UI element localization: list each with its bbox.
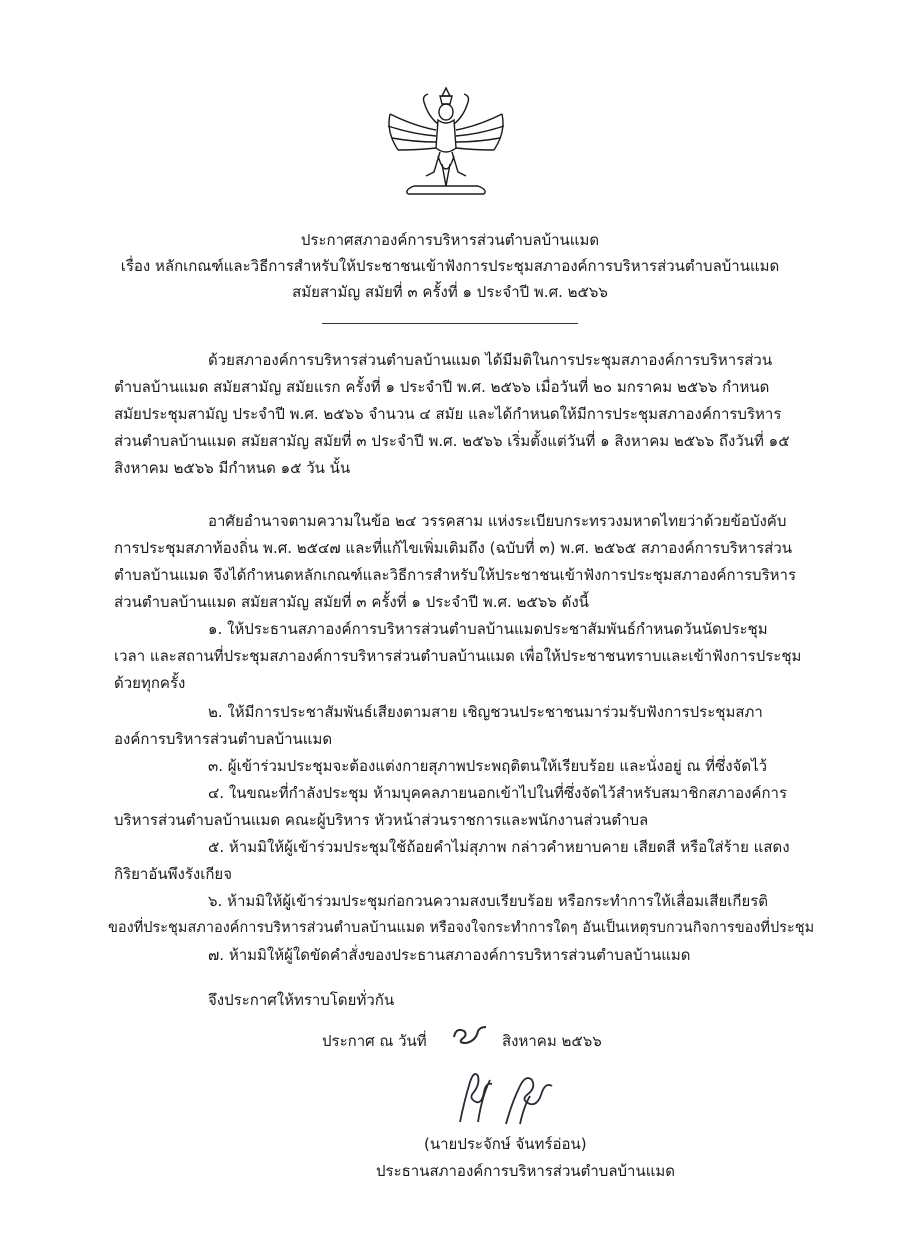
signature-icon	[420, 1062, 600, 1132]
rule-item-1: ด้วยทุกครั้ง	[114, 674, 186, 692]
para2-line: อาศัยอำนาจตามความในข้อ ๒๔ วรรคสาม แห่งระเบียบกระทรวงมหาดไทยว่าด้วยข้อบังคับ	[208, 512, 787, 530]
rule-item-6: ๖. ห้ามมิให้ผู้เข้าร่วมประชุมก่อกวนความสงบเรียบร้อย หรือกระทำการให้เสื่อมเสียเกียรติ	[208, 892, 769, 910]
rule-item-4: ๔. ในขณะที่กำลังประชุม ห้ามบุคคลภายนอกเข้าไปในที่ซึ่งจัดไว้สำหรับสมาชิกสภาองค์การ	[208, 784, 788, 802]
rule-item-2: องค์การบริหารส่วนตำบลบ้านแมด	[114, 730, 333, 748]
announcement-subject: เรื่อง หลักเกณฑ์และวิธีการสำหรับให้ประชาชนเข้าฟังการประชุมสภาองค์การบริหารส่วนตำบลบ้านแมด	[120, 257, 780, 275]
closing-statement: จึงประกาศให้ทราบโดยทั่วกัน	[208, 991, 395, 1009]
rule-item-2: ๒. ให้มีการประชาสัมพันธ์เสียงตามสาย เชิญชวนประชาชนมาร่วมรับฟังการประชุมสภา	[208, 703, 763, 721]
announcement-org-title: ประกาศสภาองค์การบริหารส่วนตำบลบ้านแมด	[300, 231, 600, 249]
announcement-session: สมัยสามัญ สมัยที่ ๓ ครั้งที่ ๑ ประจำปี พ.ศ. ๒๕๖๖	[292, 283, 608, 301]
rule-item-7: ๗. ห้ามมิให้ผู้ใดขัดคำสั่งของประธานสภาองค์การบริหารส่วนตำบลบ้านแมด	[208, 946, 691, 964]
rule-item-1: เวลา และสถานที่ประชุมสภาองค์การบริหารส่วนตำบลบ้านแมด เพื่อให้ประชาชนทราบและเข้าฟังการประชุม	[114, 647, 802, 665]
para2-line: ส่วนตำบลบ้านแมด สมัยสามัญ สมัยที่ ๓ ครั้งที่ ๑ ประจำปี พ.ศ. ๒๕๖๖ ดังนี้	[114, 593, 589, 611]
header-divider	[322, 323, 578, 324]
para1-line: ด้วยสภาองค์การบริหารส่วนตำบลบ้านแมด ได้มีมติในการประชุมสภาองค์การบริหารส่วน	[208, 351, 773, 369]
para2-line: การประชุมสภาท้องถิ่น พ.ศ. ๒๕๔๗ และที่แก้ไขเพิ่มเติมถึง (ฉบับที่ ๓) พ.ศ. ๒๕๖๕ สภาองค์การบริหารส่วน	[114, 539, 793, 557]
para1-line: ตำบลบ้านแมด สมัยสามัญ สมัยแรก ครั้งที่ ๑ ประจำปี พ.ศ. ๒๕๖๖ เมื่อวันที่ ๒๐ มกราคม ๒๕๖๖ กำหนด	[114, 378, 770, 396]
para2-line: ตำบลบ้านแมด จึงได้กำหนดหลักเกณฑ์และวิธีการสำหรับให้ประชาชนเข้าฟังการประชุมสภาองค์การบริหาร	[114, 566, 797, 584]
rule-item-6: ของที่ประชุมสภาองค์การบริหารส่วนตำบลบ้านแมด หรือจงใจกระทำการใดๆ อันเป็นเหตุรบกวนกิจการของที่ประชุม	[108, 920, 815, 936]
rule-item-4: บริหารส่วนตำบลบ้านแมด คณะผู้บริหาร หัวหน้าส่วนราชการและพนักงานส่วนตำบล	[114, 811, 649, 829]
rule-item-3: ๓. ผู้เข้าร่วมประชุมจะต้องแต่งกายสุภาพประพฤติตนให้เรียบร้อย และนั่งอยู่ ณ ที่ซึ่งจัดไว้	[208, 757, 768, 775]
para1-line: สมัยประชุมสามัญ ประจำปี พ.ศ. ๒๕๖๖ จำนวน ๔ สมัย และได้กำหนดให้มีการประชุมสภาองค์การบริหาร	[114, 405, 782, 423]
para1-line: สิงหาคม ๒๕๖๖ มีกำหนด ๑๕ วัน นั้น	[114, 459, 351, 477]
para1-line: ส่วนตำบลบ้านแมด สมัยสามัญ สมัยที่ ๓ ประจำปี พ.ศ. ๒๕๖๖ เริ่มตั้งแต่วันที่ ๑ สิงหาคม ๒๕๖๖ ถึงวันที่ ๑๕	[114, 432, 790, 450]
announcement-date-month-year: สิงหาคม ๒๕๖๖	[502, 1032, 602, 1050]
rule-item-1: ๑. ให้ประธานสภาองค์การบริหารส่วนตำบลบ้านแมดประชาสัมพันธ์กำหนดวันนัดประชุม	[208, 620, 768, 638]
handwritten-date-icon	[450, 1023, 490, 1049]
handwritten-date-day	[450, 1023, 490, 1049]
announcement-date-prefix: ประกาศ ณ วันที่	[322, 1032, 427, 1050]
signer-title: ประธานสภาองค์การบริหารส่วนตำบลบ้านแมด	[376, 1162, 676, 1180]
rule-item-5: กิริยาอันพึงรังเกียจ	[114, 865, 232, 883]
rule-item-5: ๕. ห้ามมิให้ผู้เข้าร่วมประชุมใช้ถ้อยคำไม่สุภาพ กล่าวคำหยาบคาย เสียดสี หรือใส่ร้าย แสดง	[208, 838, 790, 856]
garuda-emblem-icon	[384, 86, 508, 204]
signer-name: (นายประจักษ์ จันทร์อ่อน)	[424, 1135, 587, 1153]
